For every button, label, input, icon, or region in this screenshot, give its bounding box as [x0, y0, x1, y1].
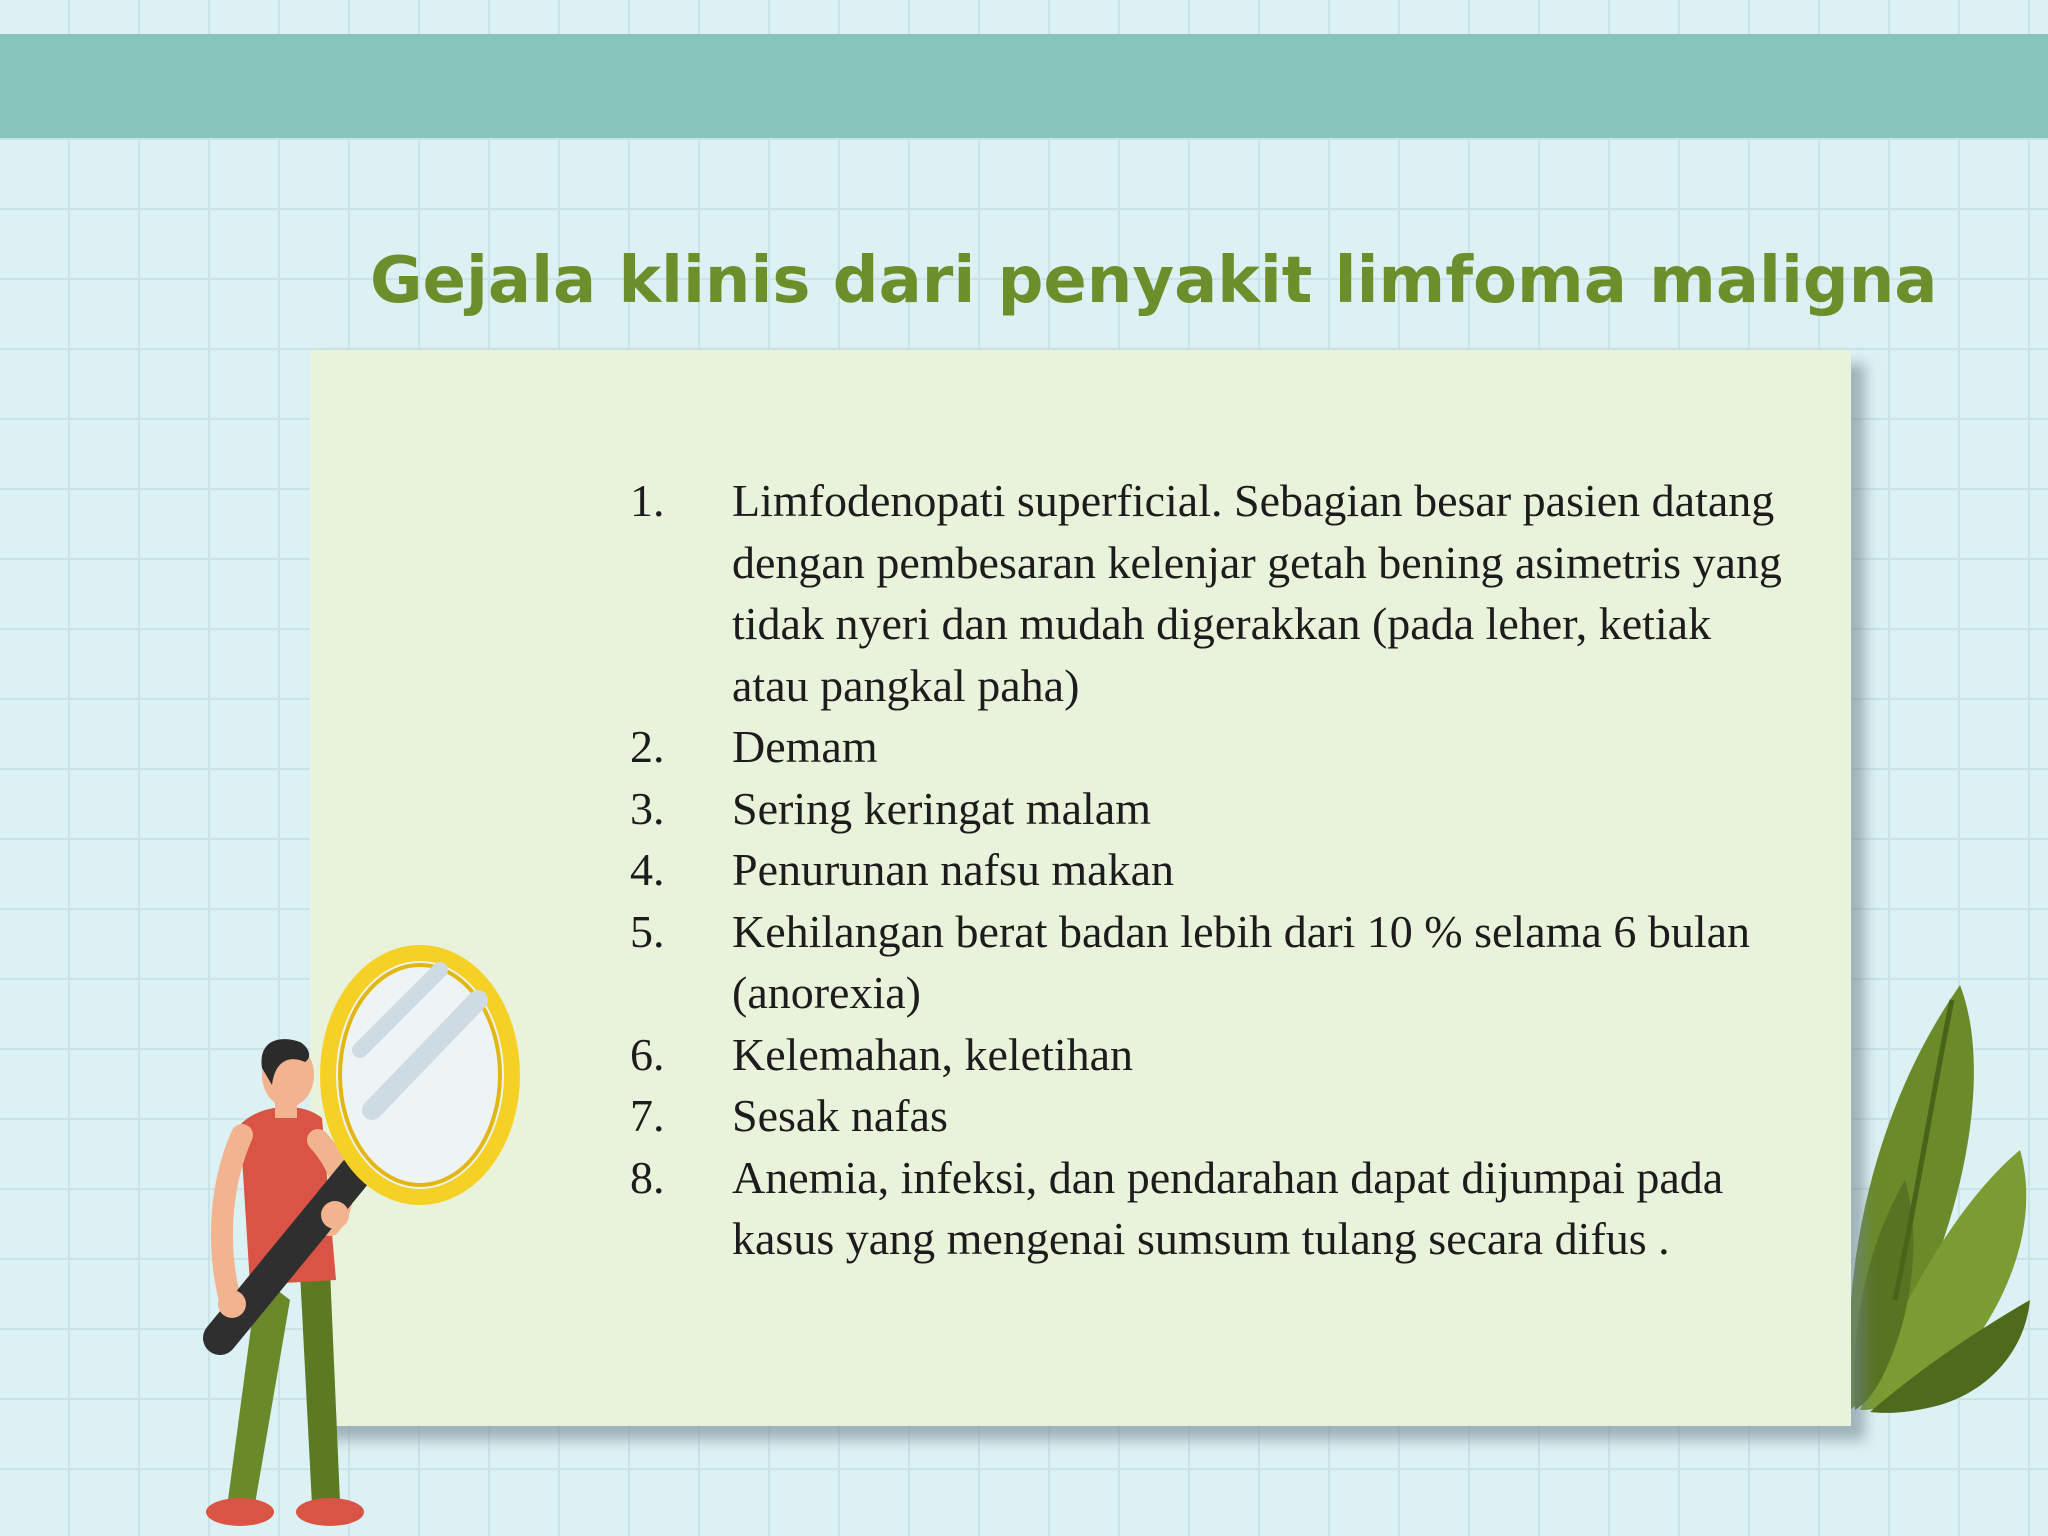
list-item-text: Penurunan nafsu makan: [732, 844, 1174, 895]
list-item-number: 7.: [630, 1090, 665, 1141]
top-banner: [0, 34, 2048, 138]
list-item: [630, 1024, 1790, 1086]
list-item-text: Kehilangan berat badan lebih dari 10 % selama 6 bulan (anorexia): [732, 905, 1751, 1018]
list-item: [630, 470, 1790, 716]
list-item-text: Sesak nafas: [732, 1090, 948, 1141]
list-item-number: 8.: [630, 1151, 665, 1203]
list-item-number: 2.: [630, 721, 665, 772]
list-item: [630, 716, 1790, 778]
list-item-text: Anemia, infeksi, dan pendarahan dapat dijumpai pada kasus yang mengenai sumsum tulang secara difus .: [732, 1151, 1724, 1264]
list-item-text: Sering keringat malam: [732, 782, 1151, 834]
list-item: [630, 778, 1790, 840]
list-item-number: 6.: [630, 1028, 665, 1080]
list-item: [630, 839, 1790, 901]
list-item-number: 1.: [630, 475, 665, 526]
list-item-number: 5.: [630, 905, 665, 957]
list-item: [630, 1085, 1790, 1147]
content-card: [310, 350, 1851, 1426]
slide-title: Gejala klinis dari penyakit limfoma maligna: [370, 244, 1938, 318]
list-item-text: Demam: [732, 721, 878, 772]
list-item-text: Limfodenopati superficial. Sebagian besar pasien datang dengan pembesaran kelenjar getah bening asimetris yang tidak nyeri dan mudah digerakkan (pada leher, ketiak atau pangkal paha): [732, 475, 1782, 711]
list-item-number: 3.: [630, 782, 665, 834]
list-item-text: Kelemahan, keletihan: [732, 1028, 1134, 1080]
list-item: [630, 1147, 1790, 1270]
symptom-list: [630, 470, 1790, 1270]
list-item: [630, 901, 1790, 1024]
list-item-number: 4.: [630, 844, 665, 895]
